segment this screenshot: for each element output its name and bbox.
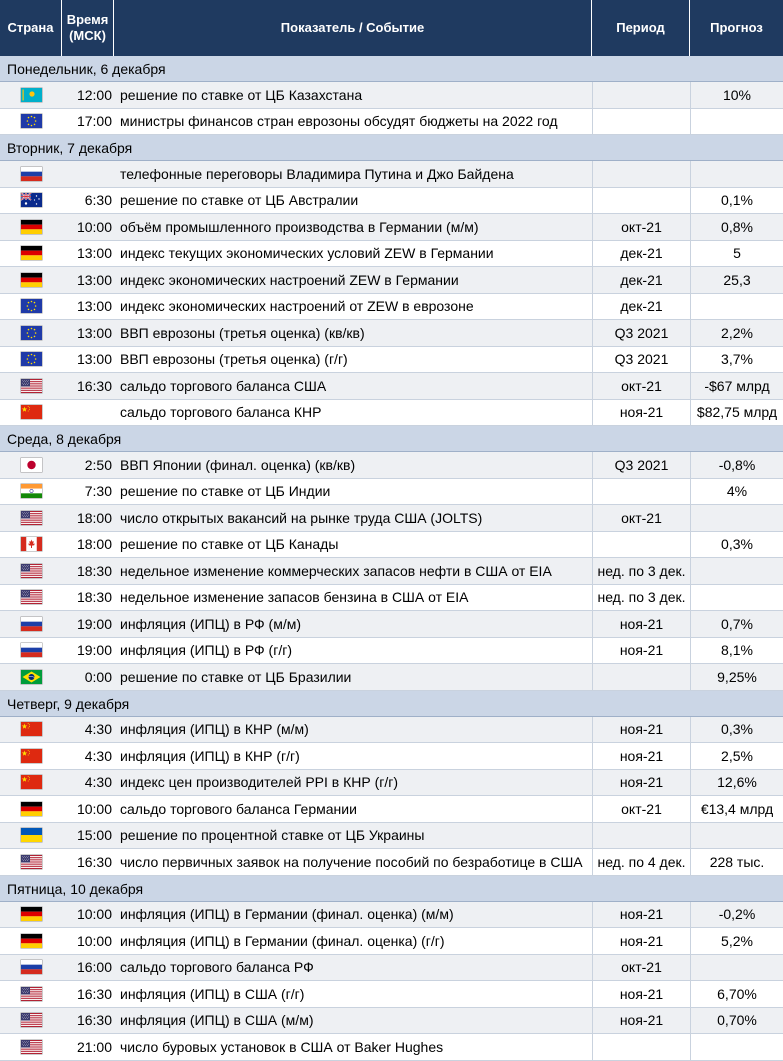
- germany-flag-icon: [21, 273, 42, 287]
- india-flag-icon: [21, 484, 42, 498]
- event-cell: сальдо торгового баланса США: [120, 377, 327, 394]
- time-cell: [62, 161, 112, 187]
- forecast-cell: -$67 млрд: [690, 373, 783, 399]
- event-cell: инфляция (ИПЦ) в Германии (финал. оценка) (м/м): [120, 906, 454, 923]
- usa-flag-icon: [21, 379, 42, 393]
- table-body: [0, 56, 783, 1061]
- period-cell: ноя-21: [592, 611, 690, 637]
- period-cell: нед. по 4 дек.: [592, 849, 690, 875]
- canada-flag-icon: [21, 537, 42, 551]
- table-row: [0, 981, 783, 1008]
- country-cell: [0, 294, 62, 320]
- country-cell: [0, 1034, 62, 1060]
- day-label: Понедельник, 6 декабря: [7, 61, 166, 77]
- period-cell: ноя-21: [592, 928, 690, 954]
- table-row: [0, 373, 783, 400]
- period-cell: [592, 109, 690, 135]
- time-cell: 13:00: [76, 351, 112, 368]
- day-label: Среда, 8 декабря: [7, 431, 122, 447]
- table-row: [0, 928, 783, 955]
- table-row: [0, 1008, 783, 1035]
- country-cell: [0, 188, 62, 214]
- time-cell: 10:00: [76, 800, 112, 817]
- table-row: [0, 849, 783, 876]
- time-cell: 0:00: [84, 668, 112, 685]
- period-cell: [592, 188, 690, 214]
- forecast-cell: [690, 294, 783, 320]
- event-cell: недельное изменение запасов бензина в США от EIA: [120, 589, 469, 606]
- event-cell: сальдо торгового баланса Германии: [120, 800, 357, 817]
- russia-flag-icon: [21, 617, 42, 631]
- forecast-cell: 2,2%: [690, 320, 783, 346]
- event-cell: ВВП Японии (финал. оценка) (кв/кв): [120, 456, 356, 473]
- country-cell: [0, 532, 62, 558]
- usa-flag-icon: [21, 855, 42, 869]
- time-cell: 10:00: [76, 906, 112, 923]
- header-event: Показатель / Событие: [114, 0, 592, 56]
- forecast-cell: 0,3%: [690, 532, 783, 558]
- russia-flag-icon: [21, 643, 42, 657]
- country-cell: [0, 479, 62, 505]
- table-row: [0, 294, 783, 321]
- time-cell: 16:30: [76, 377, 112, 394]
- period-cell: Q3 2021: [592, 347, 690, 373]
- time-cell: 21:00: [76, 1038, 112, 1055]
- time-cell: 19:00: [76, 642, 112, 659]
- table-row: [0, 638, 783, 665]
- table-row: [0, 902, 783, 929]
- table-row: [0, 109, 783, 136]
- country-cell: [0, 452, 62, 478]
- eu-flag-icon: [21, 352, 42, 366]
- eu-flag-icon: [21, 299, 42, 313]
- period-cell: [592, 82, 690, 108]
- table-row: [0, 320, 783, 347]
- header-country: Страна: [0, 0, 62, 56]
- time-cell: 12:00: [76, 86, 112, 103]
- country-cell: [0, 558, 62, 584]
- table-row: [0, 796, 783, 823]
- event-cell: ВВП еврозоны (третья оценка) (г/г): [120, 351, 348, 368]
- event-cell: инфляция (ИПЦ) в КНР (м/м): [120, 721, 309, 738]
- time-cell: 19:00: [76, 615, 112, 632]
- forecast-cell: 3,7%: [690, 347, 783, 373]
- time-cell: 18:00: [76, 509, 112, 526]
- country-cell: [0, 743, 62, 769]
- country-cell: [0, 981, 62, 1007]
- time-cell: 13:00: [76, 271, 112, 288]
- event-cell: телефонные переговоры Владимира Путина и Джо Байдена: [120, 165, 514, 182]
- china-flag-icon: [21, 405, 42, 419]
- day-header: [0, 426, 783, 452]
- country-cell: [0, 585, 62, 611]
- time-cell: 10:00: [76, 218, 112, 235]
- country-cell: [0, 400, 62, 426]
- period-cell: ноя-21: [592, 638, 690, 664]
- table-row: [0, 452, 783, 479]
- event-cell: инфляция (ИПЦ) в Германии (финал. оценка) (г/г): [120, 932, 445, 949]
- table-row: [0, 400, 783, 427]
- kazakhstan-flag-icon: [21, 88, 42, 102]
- usa-flag-icon: [21, 987, 42, 1001]
- period-cell: ноя-21: [592, 717, 690, 743]
- forecast-cell: [690, 558, 783, 584]
- table-row: [0, 743, 783, 770]
- time-cell: 16:00: [76, 959, 112, 976]
- period-cell: окт-21: [592, 796, 690, 822]
- period-cell: дек-21: [592, 267, 690, 293]
- table-row: [0, 717, 783, 744]
- country-cell: [0, 849, 62, 875]
- time-cell: 16:30: [76, 985, 112, 1002]
- forecast-cell: €13,4 млрд: [690, 796, 783, 822]
- header-time-line2: (МСК): [69, 28, 106, 43]
- germany-flag-icon: [21, 907, 42, 921]
- event-cell: индекс текущих экономических условий ZEW в Германии: [120, 245, 494, 262]
- period-cell: ноя-21: [592, 400, 690, 426]
- period-cell: нед. по 3 дек.: [592, 558, 690, 584]
- forecast-cell: $82,75 млрд: [690, 400, 783, 426]
- time-cell: 4:30: [84, 747, 112, 764]
- country-cell: [0, 373, 62, 399]
- table-row: [0, 347, 783, 374]
- table-header: [0, 0, 783, 56]
- event-cell: объём промышленного производства в Германии (м/м): [120, 218, 479, 235]
- forecast-cell: 10%: [690, 82, 783, 108]
- time-cell: 2:50: [84, 456, 112, 473]
- table-row: [0, 241, 783, 268]
- russia-flag-icon: [21, 960, 42, 974]
- period-cell: [592, 664, 690, 690]
- time-cell: 7:30: [84, 483, 112, 500]
- period-cell: дек-21: [592, 241, 690, 267]
- period-cell: [592, 532, 690, 558]
- day-header: [0, 876, 783, 902]
- country-cell: [0, 717, 62, 743]
- country-cell: [0, 214, 62, 240]
- forecast-cell: 0,70%: [690, 1008, 783, 1034]
- table-row: [0, 770, 783, 797]
- eu-flag-icon: [21, 326, 42, 340]
- eu-flag-icon: [21, 114, 42, 128]
- event-cell: индекс экономических настроений ZEW в Германии: [120, 271, 459, 288]
- forecast-cell: 6,70%: [690, 981, 783, 1007]
- period-cell: ноя-21: [592, 770, 690, 796]
- forecast-cell: 25,3: [690, 267, 783, 293]
- forecast-cell: 9,25%: [690, 664, 783, 690]
- table-row: [0, 188, 783, 215]
- japan-flag-icon: [21, 458, 42, 472]
- period-cell: [592, 161, 690, 187]
- forecast-cell: [690, 109, 783, 135]
- forecast-cell: [690, 161, 783, 187]
- time-cell: 13:00: [76, 324, 112, 341]
- australia-flag-icon: [21, 193, 42, 207]
- period-cell: ноя-21: [592, 743, 690, 769]
- china-flag-icon: [21, 722, 42, 736]
- forecast-cell: 5,2%: [690, 928, 783, 954]
- country-cell: [0, 796, 62, 822]
- table-row: [0, 664, 783, 691]
- table-row: [0, 479, 783, 506]
- event-cell: инфляция (ИПЦ) в РФ (м/м): [120, 615, 302, 632]
- time-cell: 16:30: [76, 1012, 112, 1029]
- usa-flag-icon: [21, 1013, 42, 1027]
- country-cell: [0, 823, 62, 849]
- table-row: [0, 505, 783, 532]
- forecast-cell: -0,8%: [690, 452, 783, 478]
- usa-flag-icon: [21, 564, 42, 578]
- forecast-cell: -0,2%: [690, 902, 783, 928]
- day-header: [0, 691, 783, 717]
- country-cell: [0, 320, 62, 346]
- event-cell: решение по ставке от ЦБ Казахстана: [120, 86, 363, 103]
- country-cell: [0, 928, 62, 954]
- time-cell: 4:30: [84, 774, 112, 791]
- forecast-cell: [690, 585, 783, 611]
- russia-flag-icon: [21, 167, 42, 181]
- event-cell: министры финансов стран еврозоны обсудят бюджеты на 2022 год: [120, 113, 558, 130]
- country-cell: [0, 902, 62, 928]
- table-row: [0, 558, 783, 585]
- country-cell: [0, 611, 62, 637]
- day-header: [0, 56, 783, 82]
- country-cell: [0, 161, 62, 187]
- event-cell: индекс цен производителей PPI в КНР (г/г): [120, 774, 399, 791]
- time-cell: 6:30: [84, 192, 112, 209]
- period-cell: окт-21: [592, 955, 690, 981]
- table-row: [0, 585, 783, 612]
- period-cell: окт-21: [592, 505, 690, 531]
- table-row: [0, 611, 783, 638]
- forecast-cell: 0,3%: [690, 717, 783, 743]
- usa-flag-icon: [21, 590, 42, 604]
- forecast-cell: 12,6%: [690, 770, 783, 796]
- event-cell: число буровых установок в США от Baker Hughes: [120, 1038, 444, 1055]
- event-cell: индекс экономических настроений от ZEW в еврозоне: [120, 298, 474, 315]
- country-cell: [0, 109, 62, 135]
- table-row: [0, 955, 783, 982]
- time-cell: 18:30: [76, 562, 112, 579]
- time-cell: 16:30: [76, 853, 112, 870]
- time-cell: 18:30: [76, 589, 112, 606]
- country-cell: [0, 638, 62, 664]
- table-row: [0, 161, 783, 188]
- usa-flag-icon: [21, 511, 42, 525]
- country-cell: [0, 267, 62, 293]
- event-cell: решение по ставке от ЦБ Индии: [120, 483, 331, 500]
- day-label: Четверг, 9 декабря: [7, 695, 130, 712]
- period-cell: ноя-21: [592, 902, 690, 928]
- event-cell: число первичных заявок на получение пособий по безработице в США: [120, 853, 583, 870]
- event-cell: инфляция (ИПЦ) в США (г/г): [120, 985, 305, 1002]
- forecast-cell: 2,5%: [690, 743, 783, 769]
- germany-flag-icon: [21, 220, 42, 234]
- china-flag-icon: [21, 749, 42, 763]
- event-cell: решение по процентной ставке от ЦБ Украины: [120, 827, 425, 844]
- forecast-cell: 8,1%: [690, 638, 783, 664]
- time-cell: 18:00: [76, 536, 112, 553]
- forecast-cell: [690, 823, 783, 849]
- brazil-flag-icon: [21, 670, 42, 684]
- forecast-cell: 5: [690, 241, 783, 267]
- time-cell: [62, 400, 112, 426]
- forecast-cell: 4%: [690, 479, 783, 505]
- event-cell: сальдо торгового баланса РФ: [120, 959, 314, 976]
- period-cell: [592, 823, 690, 849]
- day-label: Вторник, 7 декабря: [7, 140, 133, 156]
- forecast-cell: 0,1%: [690, 188, 783, 214]
- event-cell: сальдо торгового баланса КНР: [120, 404, 322, 421]
- period-cell: ноя-21: [592, 1008, 690, 1034]
- period-cell: окт-21: [592, 214, 690, 240]
- event-cell: инфляция (ИПЦ) в КНР (г/г): [120, 747, 300, 764]
- china-flag-icon: [21, 775, 42, 789]
- time-cell: 15:00: [76, 827, 112, 844]
- header-time: [62, 0, 114, 56]
- day-label: Пятница, 10 декабря: [7, 880, 144, 897]
- period-cell: [592, 479, 690, 505]
- country-cell: [0, 770, 62, 796]
- country-cell: [0, 241, 62, 267]
- period-cell: Q3 2021: [592, 452, 690, 478]
- forecast-cell: [690, 505, 783, 531]
- event-cell: решение по ставке от ЦБ Бразилии: [120, 668, 352, 685]
- table-row: [0, 267, 783, 294]
- table-row: [0, 1034, 783, 1061]
- event-cell: число открытых вакансий на рынке труда США (JOLTS): [120, 509, 483, 526]
- period-cell: окт-21: [592, 373, 690, 399]
- period-cell: [592, 1034, 690, 1060]
- period-cell: дек-21: [592, 294, 690, 320]
- table-row: [0, 82, 783, 109]
- header-time-line1: Время: [66, 12, 109, 27]
- country-cell: [0, 664, 62, 690]
- header-period: Период: [592, 0, 690, 56]
- country-cell: [0, 347, 62, 373]
- country-cell: [0, 82, 62, 108]
- table-row: [0, 214, 783, 241]
- event-cell: недельное изменение коммерческих запасов нефти в США от EIA: [120, 562, 552, 579]
- usa-flag-icon: [21, 1040, 42, 1054]
- germany-flag-icon: [21, 246, 42, 260]
- period-cell: Q3 2021: [592, 320, 690, 346]
- period-cell: нед. по 3 дек.: [592, 585, 690, 611]
- event-cell: решение по ставке от ЦБ Канады: [120, 536, 339, 553]
- event-cell: ВВП еврозоны (третья оценка) (кв/кв): [120, 324, 365, 341]
- time-cell: 13:00: [76, 245, 112, 262]
- table-row: [0, 532, 783, 559]
- forecast-cell: [690, 1034, 783, 1060]
- table-row: [0, 823, 783, 850]
- country-cell: [0, 1008, 62, 1034]
- country-cell: [0, 955, 62, 981]
- forecast-cell: 228 тыс.: [690, 849, 783, 875]
- forecast-cell: 0,7%: [690, 611, 783, 637]
- country-cell: [0, 505, 62, 531]
- period-cell: ноя-21: [592, 981, 690, 1007]
- forecast-cell: 0,8%: [690, 214, 783, 240]
- germany-flag-icon: [21, 934, 42, 948]
- ukraine-flag-icon: [21, 828, 42, 842]
- germany-flag-icon: [21, 802, 42, 816]
- event-cell: инфляция (ИПЦ) в США (м/м): [120, 1012, 314, 1029]
- time-cell: 10:00: [76, 932, 112, 949]
- time-cell: 13:00: [76, 298, 112, 315]
- day-header: [0, 135, 783, 161]
- time-cell: 4:30: [84, 721, 112, 738]
- header-forecast: Прогноз: [710, 20, 763, 35]
- event-cell: решение по ставке от ЦБ Австралии: [120, 192, 359, 209]
- event-cell: инфляция (ИПЦ) в РФ (г/г): [120, 642, 292, 659]
- time-cell: 17:00: [76, 113, 112, 130]
- forecast-cell: [690, 955, 783, 981]
